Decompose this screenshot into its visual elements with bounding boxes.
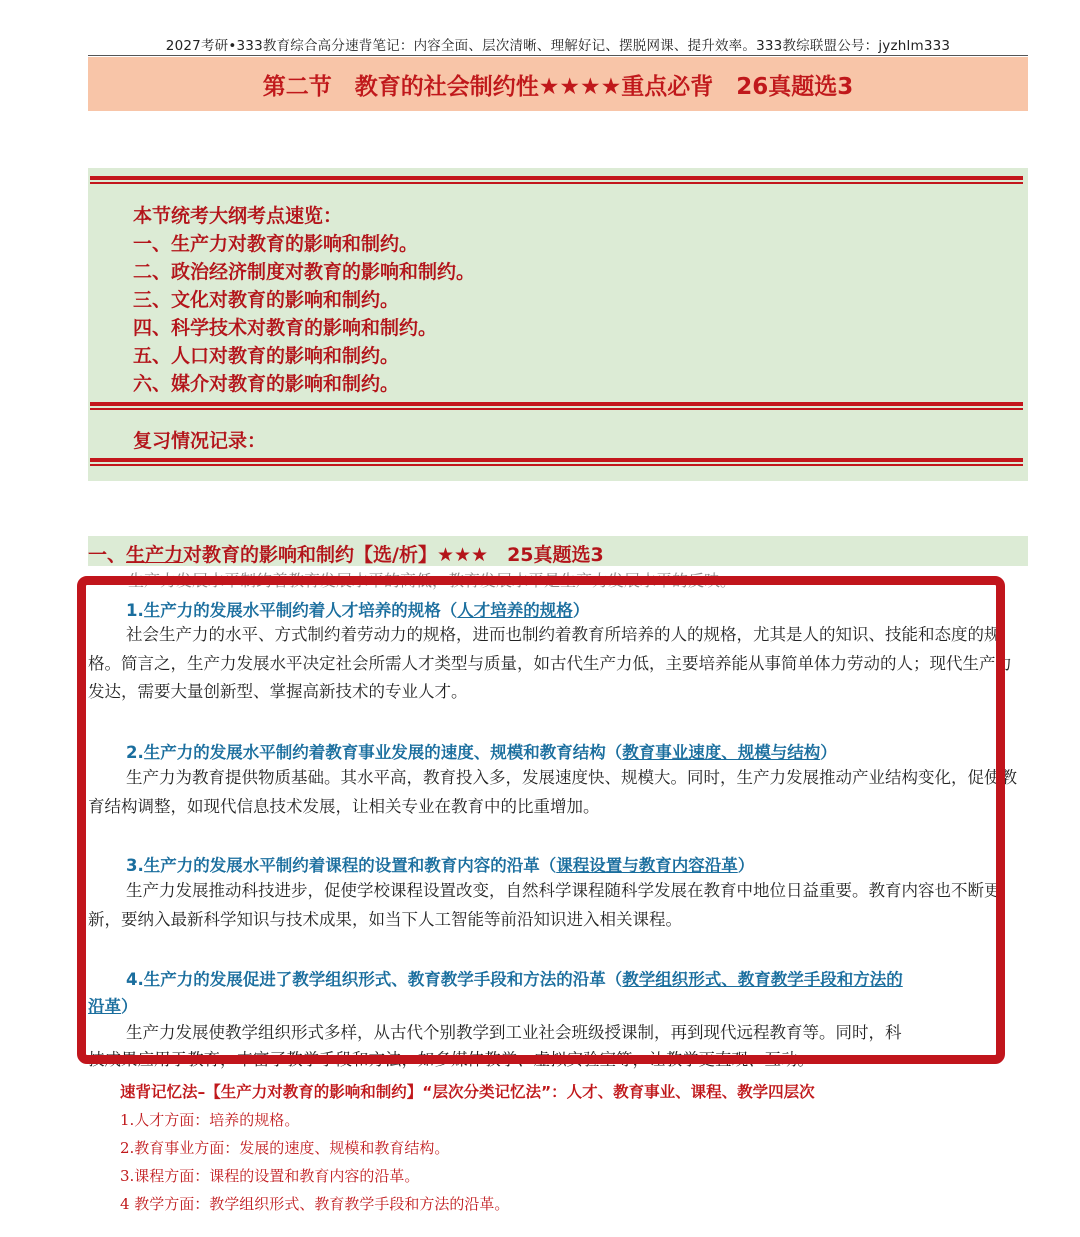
point-heading: 2.生产力的发展水平制约着教育事业发展的速度、规模和教育结构（教育事业速度、规模与结构）	[126, 743, 837, 762]
top-double-rule	[90, 176, 1023, 184]
point-body: 生产力发展使教学组织形式多样，从古代个别教学到工业社会班级授课制，再到现代远程教育等。同时，科	[126, 1023, 902, 1042]
syllabus-item: 三、文化对教育的影响和制约。	[133, 289, 400, 311]
point-heading: 4.生产力的发展促进了教学组织形式、教育教学手段和方法的沿革（教学组织形式、教育教学手段和方法的	[126, 970, 903, 989]
syllabus-item: 四、科学技术对教育的影响和制约。	[133, 317, 438, 339]
syllabus-item: 六、媒介对教育的影响和制约。	[133, 373, 400, 395]
review-record-label: 复习情况记录：	[133, 430, 267, 452]
mnemonic-item: 1.人才方面：培养的规格。	[120, 1111, 300, 1129]
section-intro: 生产力发展水平制约着教育发展水平的高低，教育发展水平是生产力发展水平的反映。	[128, 571, 737, 590]
point-body: 社会生产力的水平、方式制约着劳动力的规格，进而也制约着教育所培养的人的规格，尤其是人的知识、技能和态度的规格。简言之，生产力发展水平决定社会所需人才类型与质量，如古代生产力低，主要培养能从事简单体力劳动的人；现代生产力发达，需要大量创新型、掌握高新技术的专业人才。	[88, 625, 1012, 701]
point-body: 生产力为教育提供物质基础。其水平高，教育投入多，发展速度快、规模大。同时，生产力发展推动产业结构变化，促使教育结构调整，如现代信息技术发展，让相关专业在教育中的比重增加。	[88, 768, 1017, 816]
bottom-double-rule	[90, 458, 1023, 466]
point-heading: 1.生产力的发展水平制约着人才培养的规格（人才培养的规格）	[126, 601, 590, 620]
point-heading-continued: 沿革）	[88, 997, 138, 1016]
syllabus-heading: 本节统考大纲考点速览：	[133, 205, 343, 227]
point-body: 生产力发展推动科技进步，促使学校课程设置改变，自然科学课程随科学发展在教育中地位日益重要。教育内容也不断更新，要纳入最新科学知识与技术成果，如当下人工智能等前沿知识进入相关课程。	[88, 881, 1001, 929]
point-link[interactable]: 教育事业速度、规模与结构	[622, 743, 821, 762]
section-title: 第二节 教育的社会制约性★★★★重点必背 26真题选3	[262, 74, 854, 100]
point-heading: 3.生产力的发展水平制约着课程的设置和教育内容的沿革（课程设置与教育内容沿革）	[126, 856, 755, 875]
point-body-continued: 技成果应用于教育，丰富了教学手段和方法，如多媒体教学、虚拟实验室等，让教学更直观、互动。	[88, 1050, 814, 1069]
syllabus-item: 一、生产力对教育的影响和制约。	[133, 233, 419, 255]
point-link[interactable]: 教学组织形式、教育教学手段和方法的	[622, 970, 903, 989]
syllabus-item: 二、政治经济制度对教育的影响和制约。	[133, 261, 476, 283]
syllabus-panel	[88, 168, 1028, 481]
mnemonic-item: 2.教育事业方面：发展的速度、规模和教育结构。	[120, 1139, 450, 1157]
section-heading-prefix: 一、	[88, 544, 127, 566]
title-band	[88, 57, 1028, 111]
point-link[interactable]: 沿革	[88, 997, 121, 1016]
section-heading-underlined: 生产力	[126, 544, 184, 566]
section-heading-rest: 对教育的影响和制约【选/析】★★★ 25真题选3	[183, 544, 604, 566]
section-heading	[88, 540, 604, 567]
syllabus-item: 五、人口对教育的影响和制约。	[133, 345, 400, 367]
point-link[interactable]: 人才培养的规格	[457, 601, 573, 620]
point-link[interactable]: 课程设置与教育内容沿革	[556, 856, 738, 875]
running-header: 2027考研•333教育综合高分速背笔记：内容全面、层次清晰、理解好记、摆脱网课、提升效率。333教综联盟公号：jyzhlm333	[165, 38, 951, 54]
mnemonic-title: 速背记忆法–【生产力对教育的影响和制约】“层次分类记忆法”：人才、教育事业、课程、教学四层次	[120, 1083, 815, 1101]
middle-double-rule	[90, 402, 1023, 410]
mnemonic-item: 3.课程方面：课程的设置和教育内容的沿革。	[120, 1167, 420, 1185]
mnemonic-item: 4 教学方面：教学组织形式、教育教学手段和方法的沿革。	[120, 1195, 510, 1213]
header-divider	[88, 55, 1028, 56]
